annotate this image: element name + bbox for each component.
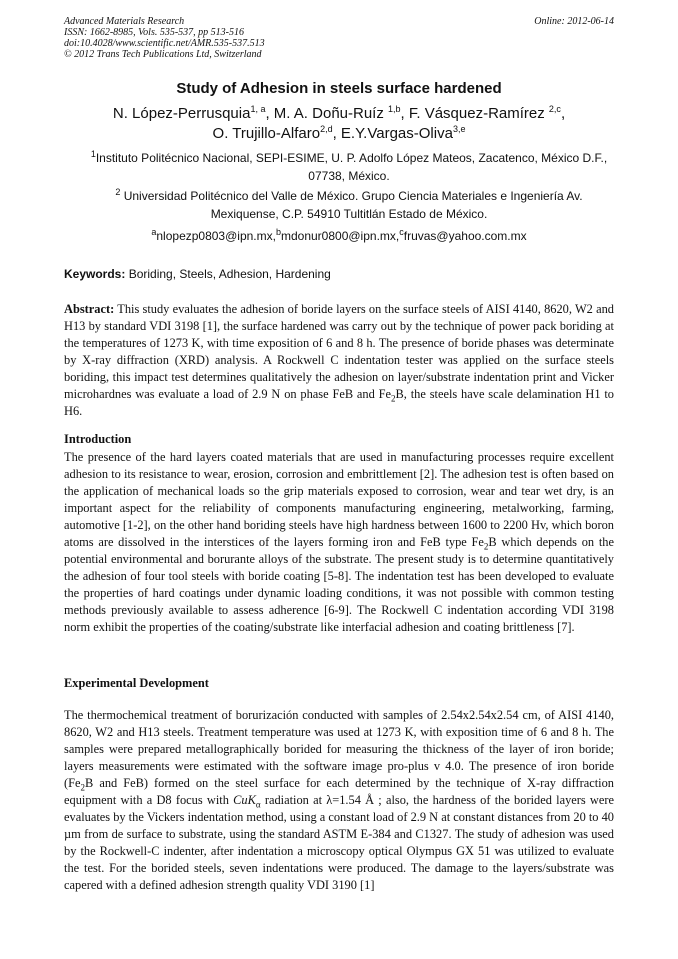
affiliation-1 [84, 149, 614, 185]
author-name: , E.Y.Vargas-Oliva [332, 125, 453, 142]
experimental-text: B and FeB) formed on the steel surface for each determined by the technique of X-ray diffraction equipment with a D8 focus with [64, 776, 614, 807]
paper-title: Study of Adhesion in steels surface hardened [176, 80, 502, 97]
keywords-label: Keywords: [64, 267, 126, 281]
affiliation-mark: 1 [90, 149, 96, 159]
author-name: , F. Vásquez-Ramírez [400, 105, 549, 122]
alpha-subscript: α [255, 799, 261, 810]
affiliation-mark: 2 [115, 187, 121, 197]
subscript: 2 [80, 782, 86, 793]
author-line-2 [64, 124, 614, 144]
experimental-text: radiation at λ=1.54 Å ; also, the hardness of the borided layers were evaluates by the Vickers indentation method, using a constant load of 2.9 N at constant distances from 20 to 40 µm from de surface to substrate, using the standard ASTM E-384 and C1327. The study of adhesion was used by the Rockwell-C indenter, after indentation a microscopy optical Olympus GX 51 was utilized to evaluate the test. For the borided steels, seven indentations were produced. The damage to the layers/substrate was capered with a defined adhesion strength quality VDI 3190 [1] [64, 793, 614, 892]
abstract-text: This study evaluates the adhesion of boride layers on the surface steels of AISI 4140, 8620, W2 and H13 by standard VDI 3198 [1], the surface hardened was carry out by the technique of power pack boriding at the temperatures of 1273 K, with time exposition of 6 and 8 h. The presence of boride phases was determinate by X-ray diffraction (XRD) analysis. A Rockwell C indentation tester was applied on the surface steels boriding, this impact test determines qualitatively the adhesion on layer/substrate indentation print and Vicker microhardnes was evaluate a load of 2.9 N on phase FeB and Fe [64, 302, 614, 401]
cuk-symbol: CuK [233, 793, 256, 807]
experimental-heading: Experimental Development [64, 676, 209, 690]
author-list [64, 104, 614, 144]
author-separator: , [560, 105, 566, 122]
introduction-text: B which depends on the potential environmental and borurante alloys of the substrate. The present study is to determine quantitatively the adhesion of four tool steels with boride coating [5-8]. The indentation test has been developed to evaluate the properties of hard coatings under dynamic loading conditions, it was not possible with common testing methods previously available to assess adherence [6-9]. The Rockwell C indentation according VDI 3198 norm exhibit the properties of the coating/substrate like interfacial adhesion and coating brittleness [7]. [64, 535, 614, 634]
abstract-text: B, the steels have scale delamination H1 to H6. [64, 387, 614, 418]
email-link[interactable]: mdonur0800@ipn.mx, [280, 229, 400, 243]
header-left [64, 16, 614, 60]
author-affiliation-mark: 1,b [388, 104, 401, 114]
online-date: Online: 2012-06-14 [534, 16, 614, 27]
email-link[interactable]: fruvas@yahoo.com.mx [403, 229, 527, 243]
journal-issn: ISSN: 1662-8985, Vols. 535-537, pp 513-516 [64, 27, 244, 38]
author-name: , M. A. Doñu-Ruíz [265, 105, 389, 122]
subscript: 2 [483, 541, 489, 552]
journal-name: Advanced Materials Research [64, 16, 185, 27]
email-mark: a [151, 227, 157, 237]
journal-doi: doi:10.4028/www.scientific.net/AMR.535-537.513 [64, 38, 265, 49]
introduction-text: The presence of the hard layers coated materials that are used in manufacturing processes require excellent adhesion to its resistance to wear, erosion, corrosion and embrittlement [2]. The adhesion test is often based on the application of mechanical loads so the grip materials exposed to corrosion, wear and tear wet dry, is an important aspect for the reliability of components manufacturing engineering, metalworking, farming, automotive [1-2], on the other hand boriding steels have high hardness between 1600 to 2200 Hv, which boron atoms are dissolved in the interstices of the layers forming iron and FeB type Fe [64, 450, 614, 549]
introduction-body [64, 449, 614, 636]
email-mark: c [399, 227, 404, 237]
author-affiliation-mark: 3,e [452, 124, 466, 134]
email-link[interactable]: nlopezp0803@ipn.mx, [156, 229, 276, 243]
subscript: 2 [391, 393, 396, 404]
author-line-1 [64, 104, 614, 124]
abstract [64, 301, 614, 420]
keywords [64, 267, 614, 281]
experimental-text: The thermochemical treatment of borurización conducted with samples of 2.54x2.54x2.54 cm, of AISI 4140, 8620, W2 and H13 steels. Treatment temperature was used at 1273 K, with exposition time of 6 and 8 h. The samples were prepared metallographically borided for measuring the thickness of the layer of iron boride; layers measurements were estimated with the software image pro-plus v 4.0. The presence of iron boride (Fe [64, 708, 614, 790]
author-name: N. López-Perrusquia [112, 105, 251, 122]
author-affiliation-mark: 2,c [548, 104, 561, 114]
journal-header [64, 16, 614, 60]
affiliation-2 [84, 187, 614, 223]
author-name: O. Trujillo-Alfaro [212, 125, 321, 142]
abstract-label: Abstract: [64, 302, 115, 316]
affiliation-text: Instituto Politécnico Nacional, SEPI-ESIME, U. P. Adolfo López Mateos, Zacatenco, México D.F., 07738, México. [95, 151, 608, 183]
experimental-body [64, 707, 614, 894]
introduction-heading: Introduction [64, 432, 132, 446]
email-mark: b [275, 227, 281, 237]
author-affiliation-mark: 2,d [320, 124, 333, 134]
author-affiliation-mark: 1, a [250, 104, 266, 114]
journal-copyright: © 2012 Trans Tech Publications Ltd, Switzerland [64, 49, 262, 60]
author-emails [64, 229, 614, 243]
keywords-text: Boriding, Steels, Adhesion, Hardening [125, 267, 331, 281]
affiliation-text: Universidad Politécnico del Valle de México. Grupo Ciencia Materiales e Ingeniería Av. Mexiquense, C.P. 54910 Tultitlán Estado de México. [120, 189, 583, 221]
